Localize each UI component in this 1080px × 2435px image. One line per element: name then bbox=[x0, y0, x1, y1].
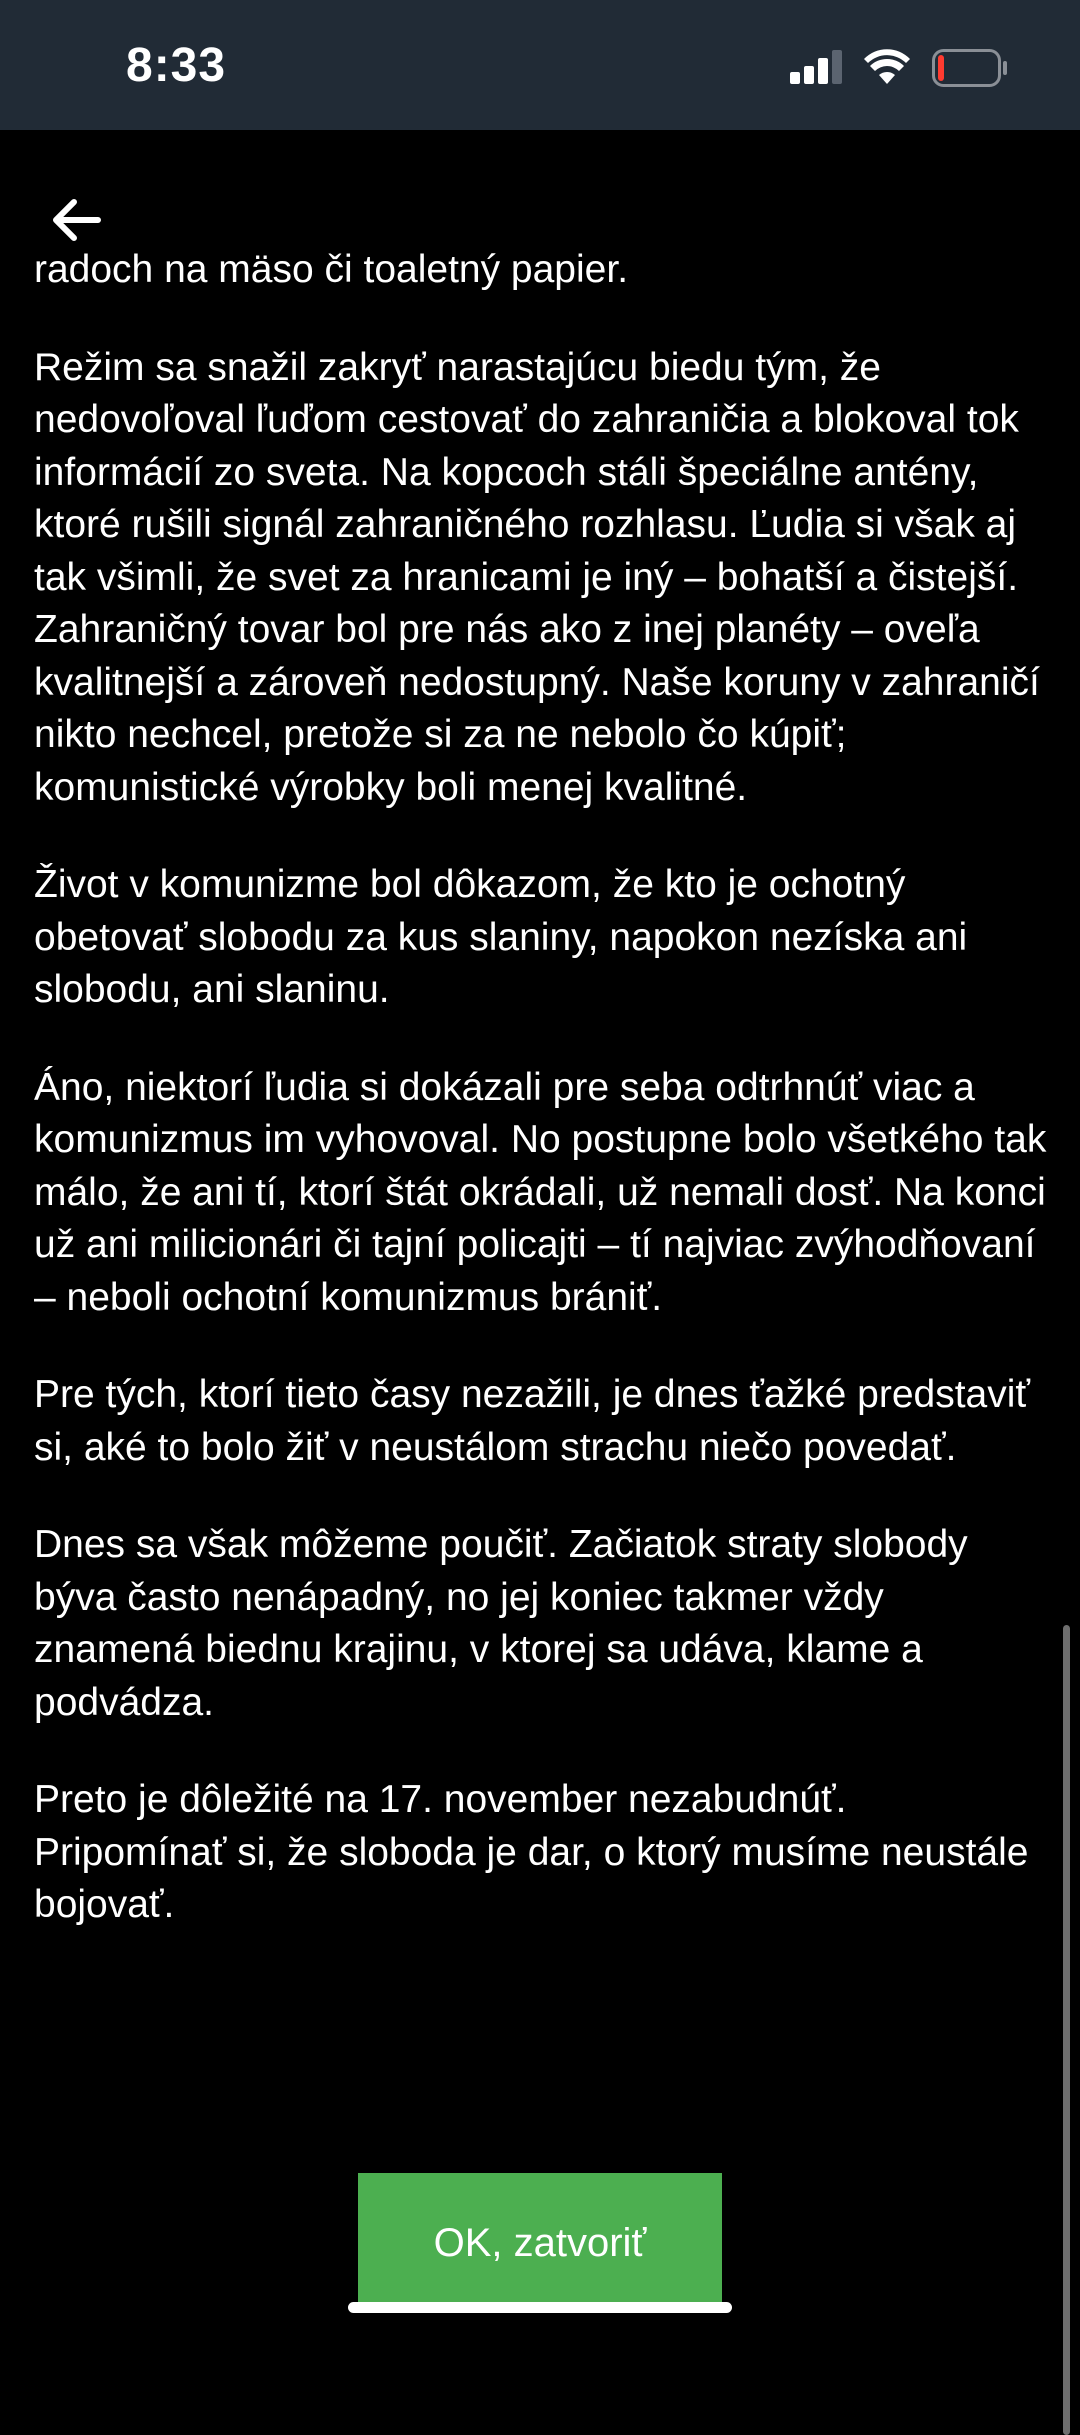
article-content bbox=[34, 244, 1049, 1977]
signal-icon bbox=[790, 50, 842, 91]
status-icons bbox=[790, 48, 1008, 92]
home-indicator[interactable] bbox=[348, 2302, 732, 2313]
arrow-left-icon bbox=[48, 196, 104, 244]
article-scroll-area[interactable] bbox=[0, 248, 1080, 2180]
app-area bbox=[0, 130, 1080, 2337]
status-bar bbox=[0, 0, 1080, 130]
back-button[interactable] bbox=[36, 180, 116, 260]
article-paragraph: Dnes sa však môžeme poučiť. Začiatok straty slobody býva často nenápadný, no jej koniec takmer vždy znamená biednu krajinu, v ktorej sa udáva, klame a podvádza. bbox=[34, 1523, 968, 1724]
ok-close-button[interactable]: OK, zatvoriť bbox=[358, 2173, 722, 2313]
wifi-icon bbox=[864, 50, 910, 91]
article-paragraph: radoch na mäso či toaletný papier. bbox=[34, 248, 629, 291]
battery-icon bbox=[932, 49, 1008, 92]
scrollbar[interactable] bbox=[1063, 1625, 1070, 2435]
article-paragraph: Preto je dôležité na 17. november nezabudnúť. Pripomínať si, že sloboda je dar, o ktorý musíme neustále bojovať. bbox=[34, 1778, 1029, 1926]
article-paragraph: Režim sa snažil zakryť narastajúcu biedu tým, že nedovoľoval ľuďom cestovať do zahraničia a blokoval tok informácií zo sveta. Na kopcoch stáli špeciálne antény, ktoré rušili signál zahraničného rozhlasu. Ľudia si však aj tak všimli, že svet za hranicami je iný – bohatší a čistejší. Zahraničný tovar bol pre nás ako z inej planéty – oveľa kvalitnejší a zároveň nedostupný. Naše koruny v zahraničí nikto nechcel, pretože si za ne nebolo čo kúpiť; komunistické výrobky boli menej kvalitné. bbox=[34, 345, 1040, 809]
article-paragraph: Život v komunizme bol dôkazom, že kto je ochotný obetovať slobodu za kus slaniny, napokon nezíska ani slobodu, ani slaninu. bbox=[34, 863, 968, 1011]
status-time: 8:33 bbox=[126, 39, 227, 92]
article-paragraph: Áno, niektorí ľudia si dokázali pre seba odtrhnúť viac a komunizmus im vyhovoval. No postupne bolo všetkého tak málo, že ani tí, ktorí štát okrádali, už nemali dosť. Na konci už ani milicionári či tajní policajti – tí najviac zvýhodňovaní – neboli ochotní komunizmus brániť. bbox=[34, 1065, 1047, 1319]
article-paragraph: Pre tých, ktorí tieto časy nezažili, je dnes ťažké predstaviť si, aké to bolo žiť v neustálom strachu niečo povedať. bbox=[34, 1373, 1031, 1469]
